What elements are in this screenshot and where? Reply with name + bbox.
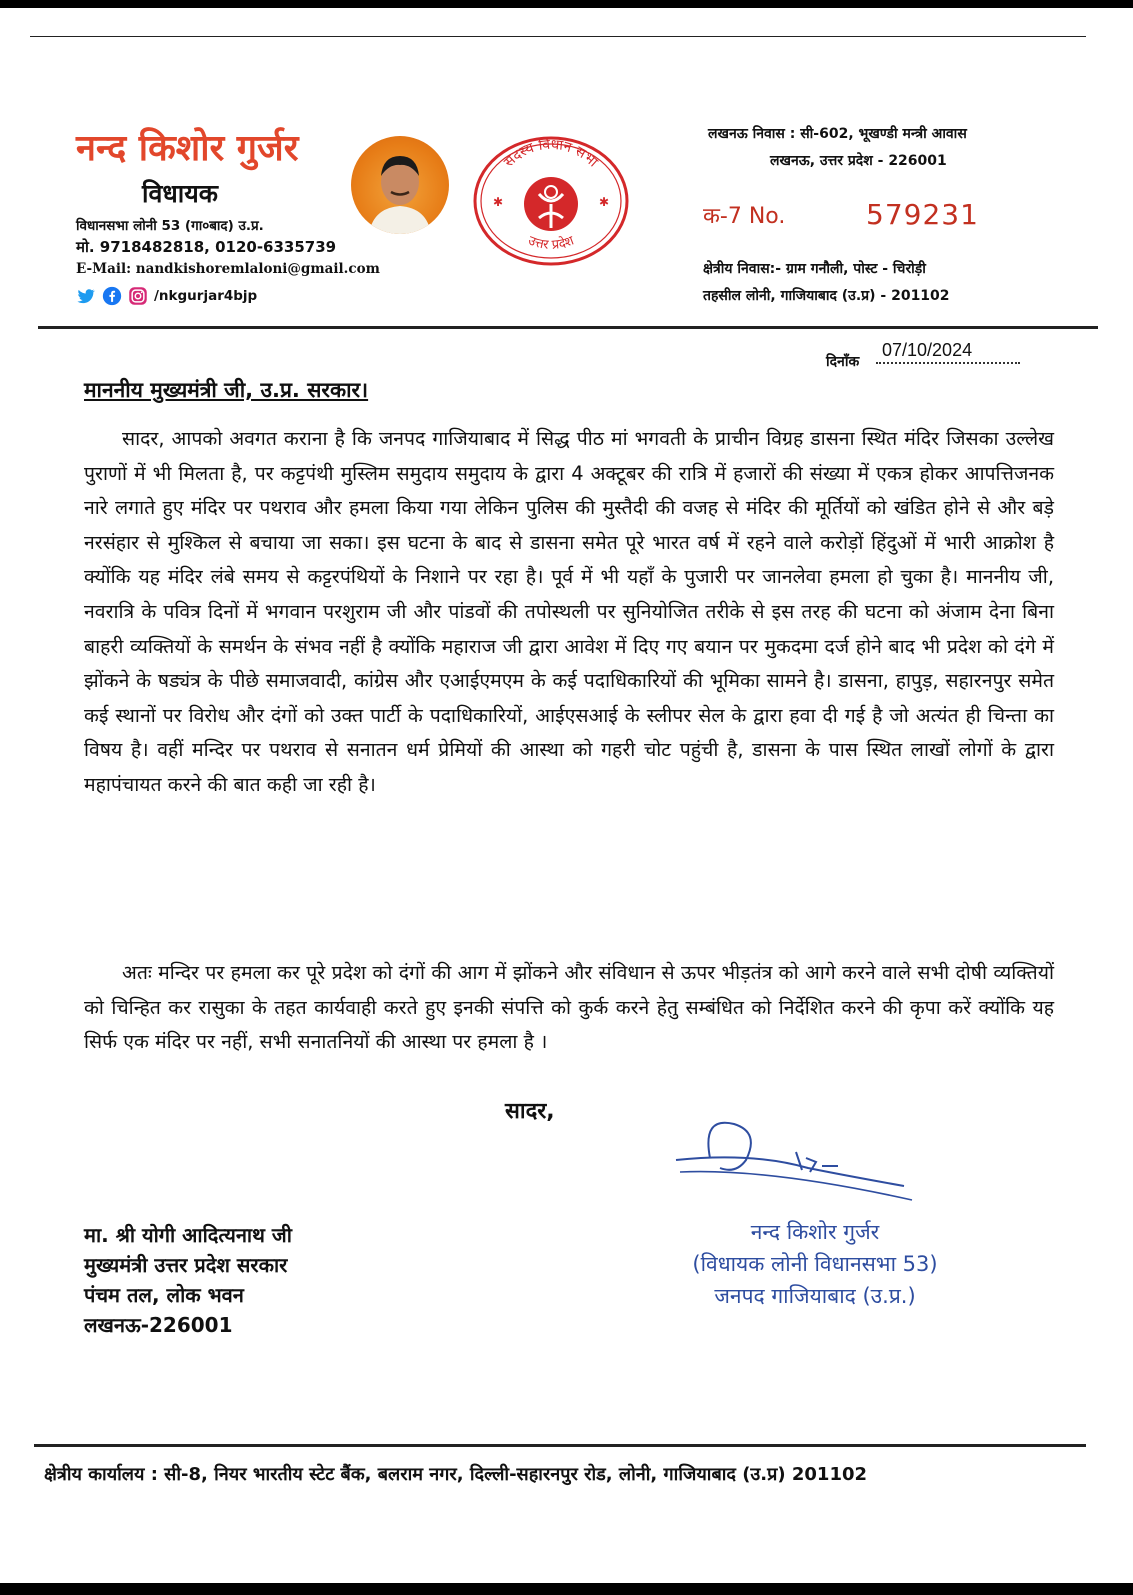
portrait-figure: [351, 136, 449, 234]
svg-text:✱: ✱: [493, 195, 504, 209]
facebook-icon: [102, 286, 122, 306]
letterhead-rule: [38, 326, 1098, 329]
regional-address-line-2: तहसील लोनी, गाजियाबाद (उ.प्र) - 201102: [703, 288, 950, 304]
footer-rule: [34, 1444, 1086, 1447]
bottom-scan-border: [0, 1583, 1133, 1595]
portrait-photo: [351, 136, 449, 234]
footer-office-address: क्षेत्रीय कार्यालय : सी-8, नियर भारतीय स्टेट बैंक, बलराम नगर, दिल्ली-सहारनपुर रोड, लोनी, गाजियाबाद (उ.प्र) 201102: [44, 1464, 868, 1485]
svg-text:✱: ✱: [599, 195, 610, 209]
date-dotted-line: [876, 362, 1020, 364]
top-rule: [30, 36, 1086, 37]
date-label: दिनाँक: [826, 354, 860, 370]
twitter-icon: [76, 286, 96, 306]
addressee-line: लखनऊ-226001: [84, 1313, 233, 1337]
svg-text:उत्तर प्रदेश: [526, 233, 577, 253]
seal-text-top: सदस्य विधान सभा: [501, 136, 601, 171]
assembly-seal: [471, 134, 631, 268]
regional-address-line-1: क्षेत्रीय निवास:- ग्राम गनौली, पोस्ट - चिरोड़ी: [703, 261, 926, 277]
instagram-icon: [128, 286, 148, 306]
handwritten-signature: [672, 1108, 922, 1208]
signatory-line: (विधायक लोनी विधानसभा 53): [692, 1252, 938, 1276]
closing: सादर,: [505, 1099, 555, 1124]
registration-number: 579231: [866, 198, 979, 231]
salutation: माननीय मुख्यमंत्री जी, उ.प्र. सरकार।: [84, 378, 369, 402]
letterhead-constituency: विधानसभा लोनी 53 (गा०बाद) उ.प्र.: [76, 218, 264, 234]
social-links: [76, 286, 257, 306]
lucknow-address-line-1: लखनऊ निवास : सी-602, भूखण्डी मन्त्री आवास: [708, 126, 967, 142]
letter-date: 07/10/2024: [882, 340, 973, 360]
top-scan-border: [0, 0, 1133, 8]
social-handle: /nkgurjar4bjp: [154, 288, 258, 304]
body-paragraph-1: [84, 422, 1054, 803]
addressee-line: मा. श्री योगी आदित्यनाथ जी: [84, 1223, 292, 1247]
letterhead-email: E-Mail: nandkishoremlaloni@gmail.com: [76, 261, 380, 277]
body-paragraph-2: [84, 956, 1054, 1060]
addressee-line: पंचम तल, लोक भवन: [84, 1283, 244, 1307]
registration-label: क-7 No.: [703, 204, 786, 229]
lucknow-address-line-2: लखनऊ, उत्तर प्रदेश - 226001: [770, 153, 947, 169]
letterhead-phone: मो. 9718482818, 0120-6335739: [76, 238, 337, 256]
body-paragraph-2-text: अतः मन्दिर पर हमला कर पूरे प्रदेश को दंगों की आग में झोंकने और संविधान से ऊपर भीड़तंत्र को आगे करने वाले सभी दोषी व्यक्तियों को चिन्हित कर रासुका के तहत कार्यवाही करते हुए इनकी संपत्ति को कुर्क करने हेतु सम्बंधित को निर्देशित करने की कृपा करें क्योंकि यह सिर्फ एक मंदिर पर नहीं, सभी सनातनियों की आस्था पर हमला है ।: [84, 961, 1054, 1054]
signatory-line: जनपद गाजियाबाद (उ.प्र.): [714, 1284, 916, 1308]
letterhead-name: नन्द किशोर गुर्जर: [76, 128, 299, 169]
letterhead-designation: विधायक: [142, 179, 218, 208]
signatory-line: नन्द किशोर गुर्जर: [750, 1220, 880, 1244]
seal-text-bottom: उत्तर प्रदेश: [525, 233, 577, 253]
addressee-block: [84, 1220, 292, 1340]
body-paragraph-1-text: सादर, आपको अवगत कराना है कि जनपद गाजियाबाद में सिद्ध पीठ मां भगवती के प्राचीन विग्रह डासना स्थित मंदिर जिसका उल्लेख पुराणों में भी मिलता है, पर कट्टपंथी मुस्लिम समुदाय समुदाय के द्वारा 4 अक्टूबर की रात्रि में हजारों की संख्या में एकत्र होकर आपत्तिजनक नारे लगाते हुए मंदिर पर पथराव और हमला किया गया लेकिन पुलिस की मुस्तैदी की वजह से मंदिर की मूर्तियों को खंडित होने से और बड़े नरसंहार से मुश्किल से बचाया जा सका। इस घटना के बाद से डासना समेत पूरे भारत वर्ष में रहने वाले करोड़ों हिंदुओं में भारी आक्रोश है क्योंकि यह मंदिर लंबे समय से कट्टरपंथियों के निशाने पर रहा है। पूर्व में भी यहाँ के पुजारी पर जानलेवा हमला हो चुका है। माननीय जी, नवरात्रि के पवित्र दिनों में भगवान परशुराम जी और पांडवों की तपोस्थली पर सुनियोजित तरीके से इस तरह की घटना को अंजाम देना बिना बाहरी व्यक्तियों के समर्थन के संभव नहीं है क्योंकि महाराज जी द्वारा आवेश में दिए गए बयान पर मुकदमा दर्ज होने बाद भी प्रदेश को दंगे में झोंकने के षड्यंत्र के पीछे समाजवादी, कांग्रेस और एआईएमएम के कई पदाधिकारियों की भूमिका सामने है। डासना, हापुड़, सहारनपुर समेत कई स्थानों पर विरोध और दंगों को उक्त पार्टी के पदाधिकारियों, आईएसआई के स्लीपर सेल के द्वारा हवा दी गई है जो अत्यंत ही चिन्ता का विषय है। वहीं मन्दिर पर पथराव से सनातन धर्म प्रेमियों की आस्था को गहरी चोट पहुंची है, डासना के पास स्थित लाखों लोगों के द्वारा महापंचायत करने की बात कही जा रही है।: [84, 427, 1054, 796]
signatory-block: [650, 1216, 980, 1312]
addressee-line: मुख्यमंत्री उत्तर प्रदेश सरकार: [84, 1253, 288, 1277]
svg-text:सदस्य विधान सभा: [501, 136, 601, 171]
